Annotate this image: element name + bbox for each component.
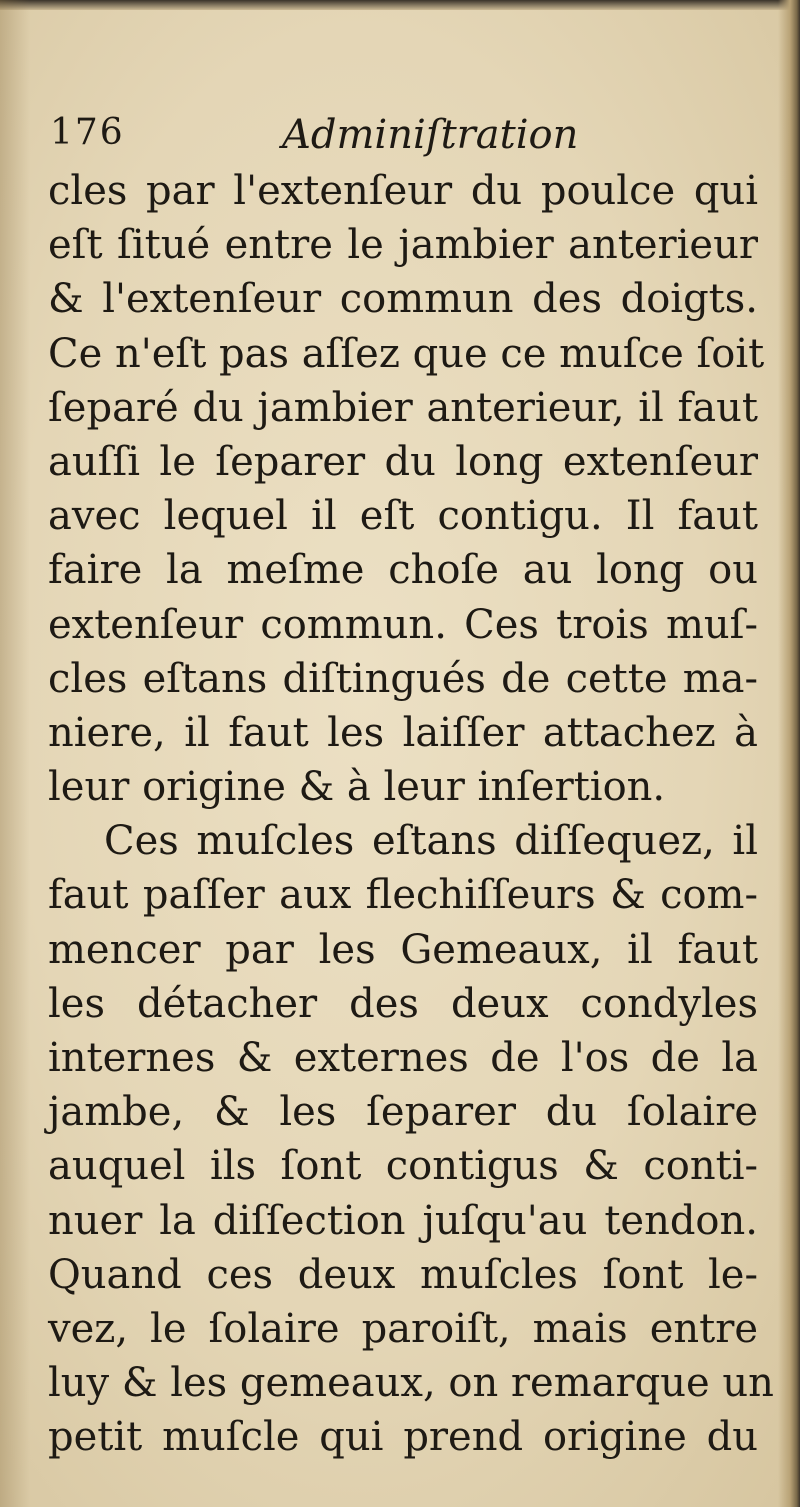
text-line: Quand ces deux muſcles ſont le- bbox=[48, 1251, 758, 1298]
text-line: Ce n'eſt pas aſſez que ce muſce ſoit bbox=[48, 330, 765, 377]
text-line: eſt ſitué entre le jambier anterieur bbox=[48, 222, 758, 269]
text-line: auſſi le ſeparer du long extenſeur bbox=[48, 438, 758, 485]
running-head bbox=[50, 112, 650, 162]
text-line: internes & externes de l'os de la bbox=[48, 1035, 758, 1081]
text-line: ſeparé du jambier anterieur, il faut bbox=[48, 384, 758, 431]
text-line: nuer la diſſection juſqu'au tendon. bbox=[48, 1197, 758, 1244]
text-line: avec lequel il eſt contigu. Il faut bbox=[48, 493, 758, 540]
text-line: vez, le ſolaire paroiſt, mais entre bbox=[48, 1305, 758, 1352]
page-right-edge bbox=[778, 0, 800, 1507]
page-top-edge bbox=[0, 0, 800, 10]
text-line: luy & les gemeaux, on remarque un bbox=[48, 1360, 774, 1407]
text-line: niere, il faut les laiſſer attachez à bbox=[48, 709, 758, 756]
text-line: faut paſſer aux flechiſſeurs & com- bbox=[48, 872, 758, 919]
text-line: jambe, & les ſeparer du ſolaire bbox=[48, 1089, 758, 1136]
text-line: petit muſcle qui prend origine du bbox=[48, 1414, 758, 1461]
body-text bbox=[48, 164, 774, 1465]
page-number: 176 bbox=[50, 112, 125, 153]
text-line: faire la meſme choſe au long ou bbox=[48, 547, 758, 594]
text-line: les détacher des deux condyles bbox=[48, 980, 758, 1027]
running-title: Adminiſtration bbox=[282, 112, 579, 158]
text-line: auquel ils ſont contigus & conti- bbox=[48, 1143, 758, 1190]
paragraph-last-line: leur origine & à leur inſertion. bbox=[48, 764, 666, 811]
paragraph-first-line: Ces muſcles eſtans diſſequez, il bbox=[104, 818, 758, 865]
text-line: & l'extenſeur commun des doigts. bbox=[48, 276, 758, 323]
text-line: mencer par les Gemeaux, il faut bbox=[48, 926, 758, 973]
text-line: cles par l'extenſeur du poulce qui bbox=[48, 168, 758, 214]
text-line: extenſeur commun. Ces trois muſ- bbox=[48, 601, 758, 648]
page-left-shade bbox=[0, 0, 30, 1507]
text-line: cles eſtans diſtingués de cette ma- bbox=[48, 655, 758, 702]
